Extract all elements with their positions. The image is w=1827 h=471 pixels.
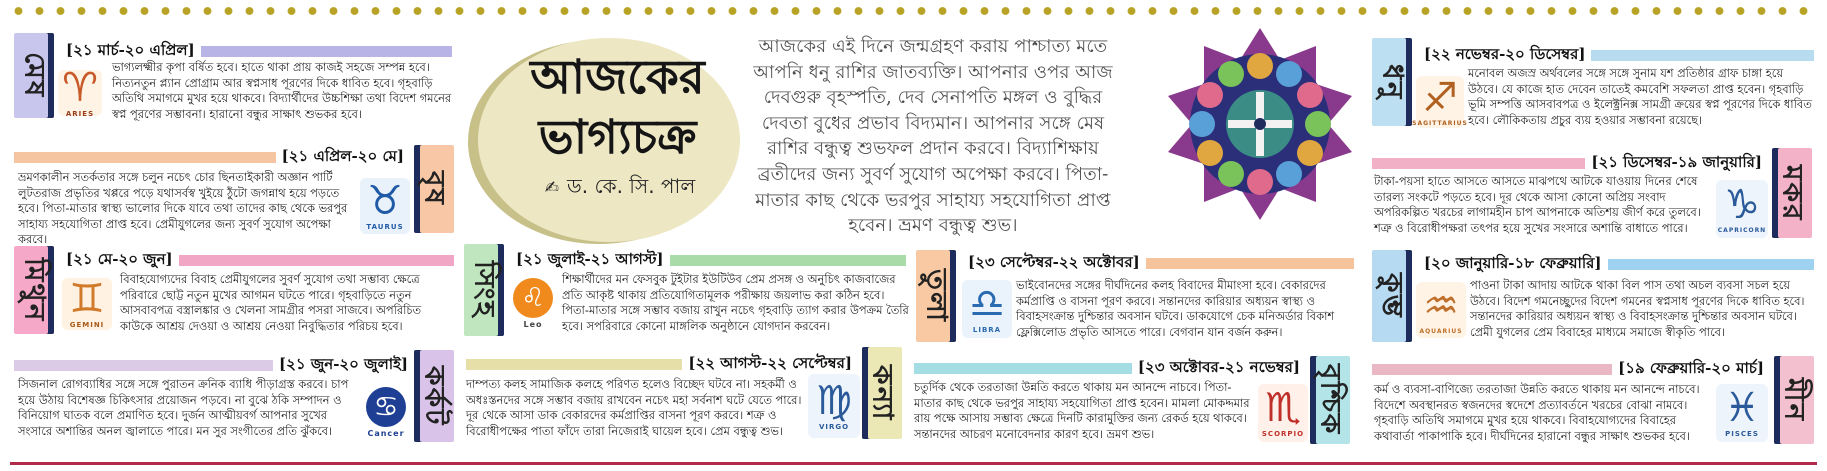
date-range: [১৯ ফেব্রুয়ারি-২০ মার্চ] [1612, 357, 1770, 382]
gemini-icon: ♊ [69, 276, 105, 322]
date-range: [২১ এপ্রিল-২০ মে] [276, 145, 410, 170]
zodiac-wheel [1166, 26, 1354, 222]
birthday-forecast: আজকের এই দিনে জন্মগ্রহণ করায় পাশ্চাত্য মতে আপনি ধনু রাশির জাতব্যক্তি। আপনার ওপর আজ দেবগুরু বৃহস্পতি, দেব সেনাপতি মঙ্গল ও বুদ্ধির দেবতা বুধের প্রভাব বিদ্যমান। আপনার সঙ্গে মেষ রাশির বন্ধুত্ব শুভফল প্রদান করবে। বিদ্যাশিক্ষায় ব্রতীদের জন্য সুবর্ণ সুযোগ অপেক্ষা করবে। পিতা-মাতার কাছ থেকে ভরপুর সাহায্য সহযোগিতা প্রাপ্ত হবেন। ভ্রমণ বন্ধুত্ব শুভ। [753, 36, 1113, 237]
wheel-sign-3 [1297, 82, 1323, 108]
forecast-text-meen: কর্ম ও ব্যবসা-বাণিজ্যে তরতাজা উন্নতি করতে থাকায় মন আনন্দে নাচবে। বিদেশে অবস্থানরত স্বজনদের স্বদেশে প্রত্যাবর্তনে খরচের বোঝা নামবে। গৃহবাড়ি অতিথি সমাগমে মুখর হয়ে থাকবে। বিবাহযোগ্যদের বিবাহের কথাবার্তা পাকাপাকি হবে। দীর্ঘদিনের হারানো বন্ধুর সাক্ষাৎ শুভকর হবে। [1374, 382, 1700, 443]
sign-tab-tula [916, 250, 956, 342]
leo-icon: ♌ [513, 278, 553, 318]
wheel-sign-9 [1197, 140, 1223, 166]
top-dotted-border [8, 6, 1819, 16]
aries-emblem: ♈ ARIES [58, 70, 102, 116]
sign-name: বৃশ্চিক [1314, 364, 1348, 436]
sign-name: কর্কট [418, 365, 452, 427]
libra-emblem: ♎ LIBRA [962, 280, 1012, 338]
forecast-text-mesh: ভাগ্যলক্ষ্মীর কৃপা বর্ষিত হবে। হাতে থাকা প্রায় কাজই সহজে সম্পন্ন হবে। নিত্যনতুন প্ল্যান প্রোগ্রাম আর স্বপ্নসাধ পূরণের দিকে ধাবিত হবে। গৃহবাড়ি অতিথি সমাগমে মুখর হয়ে থাকবে। বিদ্যার্থীদের উচ্চশিক্ষা তথা বিদেশ গমনের স্বপ্ন পূরণের সম্ভাবনা। হারানো বন্ধুর সাক্ষাৎ শুভকর হবে। [112, 60, 452, 121]
color-bar [466, 359, 682, 370]
wheel-sign-7 [1247, 169, 1273, 195]
capricorn-emblem: ♑ CAPRICORN [1716, 180, 1768, 238]
gemini-emblem: ♊ GEMINI [62, 278, 112, 330]
date-range: [২৩ অক্টোবর-২১ নভেম্বর] [1132, 356, 1306, 381]
date-range: [২০ জানুয়ারি-১৮ ফেব্রুয়ারি] [1418, 252, 1608, 277]
page-title: আজকের ভাগ্যচক্র [530, 50, 705, 165]
sign-tab-mesh [14, 33, 54, 118]
sign-tab-kumbha [1372, 250, 1412, 342]
date-range: [২২ নভেম্বর-২০ ডিসেম্বর] [1418, 43, 1591, 68]
date-header-mesh [60, 40, 452, 62]
forecast-text-mithun: বিবাহযোগ্যদের বিবাহ প্রেমীযুগলের সুবর্ণ সুযোগ তথা সম্ভাব্য ক্ষেত্রে পরিবারে ছোট্ট নতুন মুখের আগমন ঘটতে পারে। গৃহবাড়িতে নতুন আসবাবপত্র বস্ত্রালঙ্কার ও খেলনা সামগ্রীর পসরা সাজবে। অপরিচিত কাউকে আশ্রয় দেওয়া ও আশ্রয় নেওয়া নিবুদ্ধিতার পরিচয় হবে। [120, 272, 422, 333]
taurus-icon: ♉ [367, 178, 403, 224]
color-bar [179, 255, 454, 266]
color-bar [14, 152, 276, 163]
color-bar [914, 363, 1132, 374]
date-range: [২১ ডিসেম্বর-১৯ জানুয়ারি] [1585, 151, 1768, 176]
sign-name: মিথুন [18, 257, 52, 323]
sagittarius-emblem: ♐ SAGITTARIUS [1412, 74, 1468, 127]
sagittarius-icon: ♐ [1422, 74, 1458, 121]
date-header-dhanu [1418, 44, 1814, 66]
virgo-icon: ♍ [816, 378, 852, 424]
sign-name: মেষ [18, 52, 52, 99]
cancer-emblem: ♋ Cancer [362, 384, 410, 440]
color-bar [14, 360, 273, 371]
color-bar [201, 46, 452, 57]
date-header-karkat [14, 354, 414, 376]
sign-name: তুলা [920, 269, 954, 323]
wheel-sign-5 [1297, 140, 1323, 166]
pisces-emblem: ♓ PISCES [1716, 384, 1768, 442]
scorpio-emblem: ♏ SCORPIO [1258, 384, 1308, 442]
aquarius-emblem: ♒ AQUARIUS [1416, 282, 1466, 338]
sign-tab-mithun [14, 246, 54, 334]
wheel-sign-6 [1276, 161, 1302, 187]
leo-emblem: ♌ Leo [510, 274, 556, 332]
sign-name: সিংহ [468, 261, 502, 319]
color-bar [1146, 258, 1354, 269]
sign-name: মীন [1778, 377, 1812, 423]
sign-tab-makar [1772, 148, 1812, 238]
color-bar [1608, 259, 1814, 270]
date-header-mithun [60, 249, 454, 271]
aries-icon: ♈ [62, 65, 98, 111]
sign-tab-karkat [414, 350, 454, 442]
forecast-text-dhanu: মনোবল অজস্র অর্থবলের সঙ্গে সঙ্গে সুনাম যশ প্রতিষ্ঠার গ্রাফ চাঙ্গা হয়ে উঠবে। যে কাজে হাত দেবেন তাতেই কমবেশি সফলতা প্রাপ্ত হবেন। গৃহবাড়ি ভূমি সম্পত্তি আসবাবপত্র ও ইলেক্ট্রনিক্স সামগ্রী ক্রয়ের স্বপ্ন পূরণের দিকে ধাবিত হবে। লৌকিকতায় প্রচুর ব্যয় হওয়ার সম্ভাবনা রয়েছে। [1468, 66, 1812, 127]
pen-icon: ✍ [544, 178, 560, 198]
date-header-makar [1372, 152, 1768, 174]
date-header-kumbha [1418, 253, 1814, 275]
color-bar [1372, 364, 1612, 375]
date-header-brischik [914, 357, 1306, 379]
cancer-icon: ♋ [366, 387, 406, 427]
sign-name: বৃষ [418, 171, 452, 207]
wheel-sign-10 [1189, 111, 1215, 137]
sign-tab-brischik [1310, 356, 1350, 444]
sign-tab-singha [464, 244, 504, 336]
wheel-hub [1254, 118, 1266, 130]
wheel-sign-2 [1276, 61, 1302, 87]
sign-tab-brish [414, 145, 454, 233]
date-range: [২১ জুন-২০ জুলাই] [273, 353, 414, 378]
wheel-sign-8 [1218, 161, 1244, 187]
wheel-sign-11 [1197, 82, 1223, 108]
author-name: ড. কে. সি. পাল [567, 174, 696, 198]
pisces-icon: ♓ [1724, 385, 1760, 431]
scorpio-icon: ♏ [1265, 385, 1301, 431]
date-range: [২৩ সেপ্টেম্বর-২২ অক্টোবর] [962, 251, 1146, 276]
author-byline [525, 172, 715, 205]
sign-tab-meen [1774, 356, 1814, 444]
forecast-text-brischik: চতুর্দিক থেকে তরতাজা উন্নতি করতে থাকায় মন আনন্দে নাচবে। পিতা-মাতার কাছ থেকে ভরপুর সাহায্য সহযোগিতা প্রাপ্ত হবেন। মামলা মোকদ্দমার রায় পক্ষে আসায় সম্ভাব্য ক্ষেত্রে দিনটি কারামুক্তির জন্য রেকর্ড হয়ে থাকবে। সন্তানদের আচরণ মনোবেদনার কারণ হবে। ভ্রমণ শুভ। [914, 380, 1250, 441]
wheel-sign-4 [1305, 111, 1331, 137]
sign-name: কন্যা [866, 364, 900, 422]
date-range: [২১ মার্চ-২০ এপ্রিল] [60, 39, 201, 64]
forecast-text-singha: শিক্ষার্থীদের মন ফেসবুক টুইটার ইউটিউব প্রেম প্রসঙ্গ ও অনুচিৎ কাজবাজের প্রতি আকৃষ্ট থাকায় প্রতিযোগিতামূলক পরীক্ষায় জয়লাভ করা কঠিন হবে। পিতা-মাতার সঙ্গে সম্ভাব বজায় রাখুন নচেৎ গৃহবাড়ি ত্যাগ করার উপক্রম তৈরি হবে। সপরিবারে কোনো মাঙ্গলিক অনুষ্ঠানে যোগদান করবেন। [562, 272, 909, 333]
virgo-emblem: ♍ VIRGO [808, 374, 860, 438]
sign-name: ধনু [1376, 63, 1410, 101]
color-bar [670, 255, 906, 266]
taurus-emblem: ♉ TAURUS [360, 178, 410, 234]
date-range: [২১ জুলাই-২১ আগস্ট] [510, 248, 670, 273]
wheel-sign-1 [1247, 53, 1273, 79]
aquarius-icon: ♒ [1423, 282, 1459, 329]
sign-name: কুম্ভ [1376, 273, 1410, 319]
forecast-text-kumbha: পাওনা টাকা আদায় আটকে থাকা বিল পাস তথা অচল ব্যবসা সচল হয়ে উঠবে। বিদেশ গমনেচ্ছুদের বিদেশ গমনের স্বপ্নসাধ পূরণের দিকে ধাবিত হবে। সন্তানদের কারিয়ার অধ্যয়ন স্বাস্থ্য ও বিবাহসংক্রান্ত দুশ্চিন্তার অবসান ঘটবে। প্রেমী যুগলের প্রেম বিবাহের মাধ্যমে সমাজে স্বীকৃতি পাবে। [1470, 278, 1805, 339]
color-bar [1372, 158, 1585, 169]
sign-tab-kanya [862, 347, 902, 439]
forecast-text-makar: টাকা-পয়সা হাতে আসতে আসতে মাঝপথে আটকে যাওয়ায় দিনের শেষে তারল্য সংকটে পড়তে হবে। দূর থেকে আসা কোনো অপ্রিয় সংবাদ অপরিকল্পিত খরচের লাগামহীন চাপ আপনাকে অতিশয় জীর্ণ করে তুলবে। শত্রু ও বিরোধীপক্ষরা তৎপর হয়ে সুখের সংসারে অশান্তি বাধাতে পারে। [1374, 174, 1701, 235]
libra-icon: ♎ [969, 281, 1005, 327]
forecast-text-brish: ভ্রমণকালীন সতর্কতার সঙ্গে চলুন নচেৎ চোর ছিনতাইকারী অজ্ঞান পার্টি লুটতরাজ প্রভৃতির খপ্পরে পড়ে যথাসর্বস্ব খুইয়ে ঠুঁটো জগন্নাথ হয়ে পড়তে হবে। পিতা-মাতার স্বাস্থ্য ভালোর দিকে যাবে তথা তাদের কাছ থেকে ভরপুর সাহায্য সহযোগিতা প্রাপ্ত হবে। প্রেমীযুগলের জন্য সুবর্ণ সুযোগ অপেক্ষা করবে। [18, 170, 348, 247]
sign-tab-dhanu [1372, 38, 1412, 126]
bottom-border [10, 462, 1817, 465]
date-header-brish [14, 146, 410, 168]
date-range: [২২ আগস্ট-২২ সেপ্টেম্বর] [682, 352, 858, 377]
forecast-text-karkat: সিজনাল রোগব্যাধির সঙ্গে সঙ্গে পুরাতন ক্রনিক ব্যাধি পীড়াগ্রস্ত করবে। চাপ হয়ে উঠায় বিশেষজ্ঞ চিকিৎসার প্রয়োজন পড়বে। না বুঝে ঠকি সম্পাদন ও বিনিয়োগ ঘাতক বলে প্রমাণিত হবে। দুর্জন আত্মীয়বর্গ আপনার সুখের সংসারে অশান্তির অনল জ্বালাতে পারে। মন সুর সংগীতের প্রতি ঝুঁকবে। [18, 377, 349, 438]
date-header-kanya [466, 353, 858, 375]
date-range: [২১ মে-২০ জুন] [60, 248, 179, 273]
date-header-singha [510, 249, 906, 271]
date-header-tula [962, 252, 1354, 274]
sign-name: মকর [1776, 164, 1810, 222]
forecast-text-tula: ভাইবোনদের সঙ্গের দীর্ঘদিনের কলহ বিবাদের মীমাংসা হবে। বেকারদের কর্মপ্রাপ্তি ও বাসনা পূরণ করবে। সন্তানদের কারিয়ার অধ্যয়ন স্বাস্থ্য ও বিবাহসংক্রান্ত দুশ্চিন্তার অবসান ঘটবে। ডাকযোগে চেক মনিঅর্ডার বিকাশ ফ্লেক্সিলোড প্রভৃতি আসতে পারে। বেগবান যান বর্জন করুন। [1016, 278, 1335, 339]
capricorn-icon: ♑ [1724, 181, 1760, 228]
wheel-sign-12 [1218, 61, 1244, 87]
date-header-meen [1372, 358, 1770, 380]
color-bar [1591, 50, 1814, 61]
forecast-text-kanya: দাম্পত্য কলহ সামাজিক কলহে পরিণত হলেও বিচ্ছেদ ঘটবে না। সহকর্মী ও অধঃস্তনদের সঙ্গে সম্ভাব বজায় রাখবেন নচেৎ মহা সর্বনাশ ঘটে যেতে পারে। দূর থেকে আসা ডাক বেকারদের কর্মপ্রাপ্তির বাসনা পূরণ করবে। শত্রু ও বিরোধীপক্ষের পাতা ফাঁদে তারা নিজেরাই ঘায়েল হবে। প্রেম বন্ধুত্ব শুভ। [466, 377, 802, 438]
